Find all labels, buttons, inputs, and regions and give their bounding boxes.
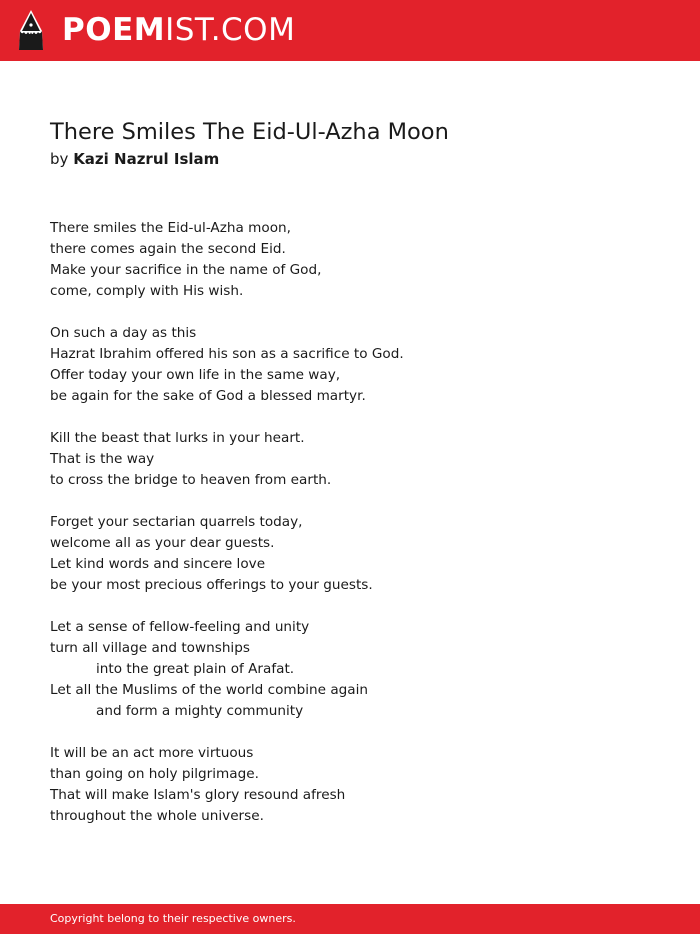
poem-line: There smiles the Eid-ul-Azha moon, (50, 220, 291, 236)
stanza (50, 617, 670, 722)
author-name: Kazi Nazrul Islam (73, 150, 220, 168)
by-label: by (50, 150, 69, 168)
stanza (50, 512, 670, 596)
poem-line: Let all the Muslims of the world combine again (50, 682, 369, 698)
poem-line: Forget your sectarian quarrels today, (50, 514, 303, 530)
poem-line: be your most precious offerings to your guests. (50, 577, 373, 593)
poem-line: Kill the beast that lurks in your heart. (50, 430, 305, 446)
byline (50, 148, 219, 170)
poem-title: There Smiles The Eid-Ul-Azha Moon (50, 119, 449, 145)
poem-line: Let a sense of fellow-feeling and unity (50, 619, 310, 635)
pen-nib-icon[interactable] (16, 9, 46, 53)
poem-line: Offer today your own life in the same way, (50, 367, 341, 383)
site-footer (0, 904, 700, 934)
poem-line: into the great plain of Arafat. (96, 661, 295, 677)
copyright-text: Copyright belong to their respective owners. (50, 912, 296, 925)
poem-line: Hazrat Ibrahim offered his son as a sacrifice to God. (50, 346, 404, 362)
logo-bold-text: POEM (62, 12, 166, 48)
poem-line: come, comply with His wish. (50, 283, 244, 299)
site-header (0, 0, 700, 61)
poem-line: throughout the whole universe. (50, 808, 264, 824)
stanza (50, 428, 670, 491)
poem-line: That will make Islam's glory resound afresh (50, 787, 346, 803)
poem-line: be again for the sake of God a blessed martyr. (50, 388, 366, 404)
poem-line: Make your sacrifice in the name of God, (50, 262, 322, 278)
poem-line: That is the way (50, 451, 155, 467)
poem-line: there comes again the second Eid. (50, 241, 286, 257)
stanza (50, 743, 670, 827)
poem-line: than going on holy pilgrimage. (50, 766, 259, 782)
logo-light-text: IST.COM (165, 12, 296, 48)
poem-line: It will be an act more virtuous (50, 745, 254, 761)
stanza (50, 218, 670, 302)
stanza (50, 323, 670, 407)
poem-line: turn all village and townships (50, 640, 250, 656)
poem-line: welcome all as your dear guests. (50, 535, 275, 551)
poem-line: and form a mighty community (96, 703, 304, 719)
poem-line: Let kind words and sincere love (50, 556, 266, 572)
poem-line: to cross the bridge to heaven from earth. (50, 472, 332, 488)
poem-line: On such a day as this (50, 325, 197, 341)
site-logo[interactable] (62, 11, 295, 49)
poem-body (50, 218, 670, 848)
